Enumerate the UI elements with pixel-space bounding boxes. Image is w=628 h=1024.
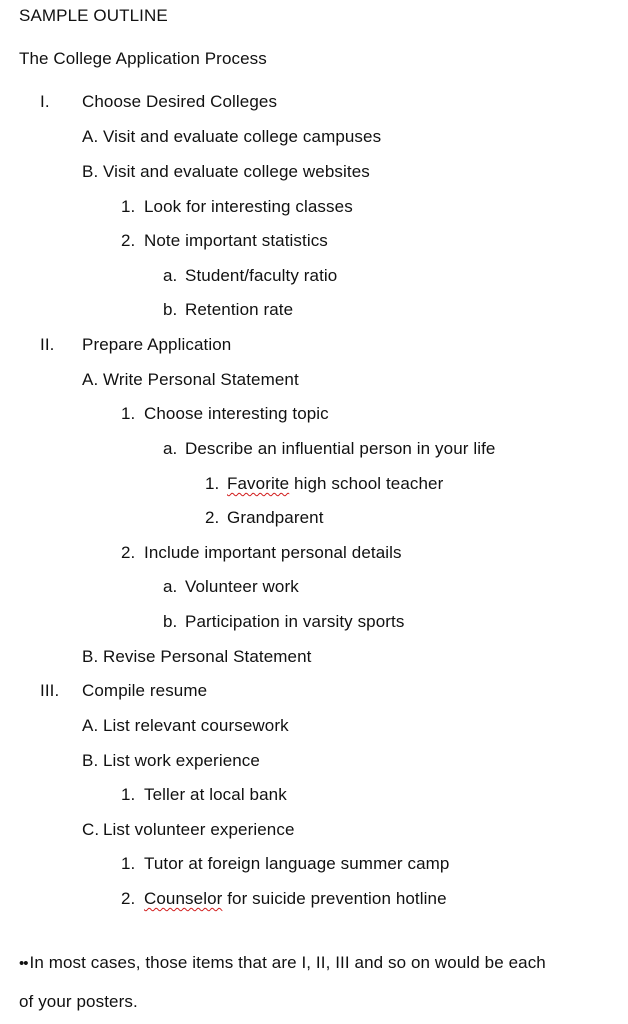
item-marker: 1. bbox=[121, 197, 136, 216]
item-marker: 2. bbox=[121, 231, 136, 250]
item-text: Revise Personal Statement bbox=[103, 647, 312, 666]
item-marker: A. bbox=[82, 370, 99, 389]
item-text bbox=[227, 473, 443, 495]
item-text: Note important statistics bbox=[144, 231, 328, 250]
item-marker: III. bbox=[40, 681, 60, 700]
item-text: Include important personal details bbox=[144, 543, 402, 562]
item-text: Compile resume bbox=[82, 681, 208, 700]
item-text-rest: high school teacher bbox=[289, 474, 444, 493]
item-text-rest: for suicide prevention hotline bbox=[222, 889, 447, 908]
footnote-text: In most cases, those items that are I, II, III and so on would be each bbox=[29, 953, 546, 972]
item-text: Grandparent bbox=[227, 508, 324, 527]
outline-subtitle: The College Application Process bbox=[19, 49, 267, 68]
item-marker: A. bbox=[82, 716, 99, 735]
item-text: Choose Desired Colleges bbox=[82, 92, 278, 111]
item-marker: 1. bbox=[205, 474, 220, 493]
item-text: List relevant coursework bbox=[103, 716, 289, 735]
item-marker: B. bbox=[82, 162, 99, 181]
item-marker: 2. bbox=[121, 543, 136, 562]
item-marker: 1. bbox=[121, 785, 136, 804]
footnote-line bbox=[19, 991, 138, 1013]
item-marker: 1. bbox=[121, 404, 136, 423]
item-text: Participation in varsity sports bbox=[185, 612, 405, 631]
item-marker: II. bbox=[40, 335, 55, 354]
item-text: Choose interesting topic bbox=[144, 404, 329, 423]
item-text: List volunteer experience bbox=[103, 820, 295, 839]
item-marker: B. bbox=[82, 647, 99, 666]
item-marker: a. bbox=[163, 266, 178, 285]
item-text: Look for interesting classes bbox=[144, 197, 353, 216]
item-text: Write Personal Statement bbox=[103, 370, 299, 389]
item-text: Retention rate bbox=[185, 300, 294, 319]
spellcheck-underlined-word: Favorite bbox=[227, 474, 290, 493]
item-text: Student/faculty ratio bbox=[185, 266, 338, 285]
item-marker: B. bbox=[82, 751, 99, 770]
item-text: Tutor at foreign language summer camp bbox=[144, 854, 450, 873]
item-marker: a. bbox=[163, 439, 178, 458]
item-marker: 2. bbox=[205, 508, 220, 527]
item-text: Prepare Application bbox=[82, 335, 232, 354]
footnote-line bbox=[19, 952, 546, 975]
item-text bbox=[144, 888, 447, 910]
item-text: Volunteer work bbox=[185, 577, 299, 596]
item-marker: b. bbox=[163, 612, 178, 631]
item-text: Visit and evaluate college campuses bbox=[103, 127, 382, 146]
item-text: List work experience bbox=[103, 751, 260, 770]
spellcheck-underlined-word: Counselor bbox=[144, 889, 223, 908]
item-text: Visit and evaluate college websites bbox=[103, 162, 370, 181]
item-marker: 2. bbox=[121, 889, 136, 908]
item-marker: C. bbox=[82, 820, 100, 839]
item-text: Teller at local bank bbox=[144, 785, 287, 804]
item-marker: A. bbox=[82, 127, 99, 146]
item-text: Describe an influential person in your life bbox=[185, 439, 496, 458]
item-marker: a. bbox=[163, 577, 178, 596]
item-marker: b. bbox=[163, 300, 178, 319]
footnote-marker: •• bbox=[19, 955, 28, 972]
outline-title: SAMPLE OUTLINE bbox=[19, 6, 168, 25]
item-marker: 1. bbox=[121, 854, 136, 873]
footnote-text: of your posters. bbox=[19, 992, 138, 1011]
item-marker: I. bbox=[40, 92, 50, 111]
